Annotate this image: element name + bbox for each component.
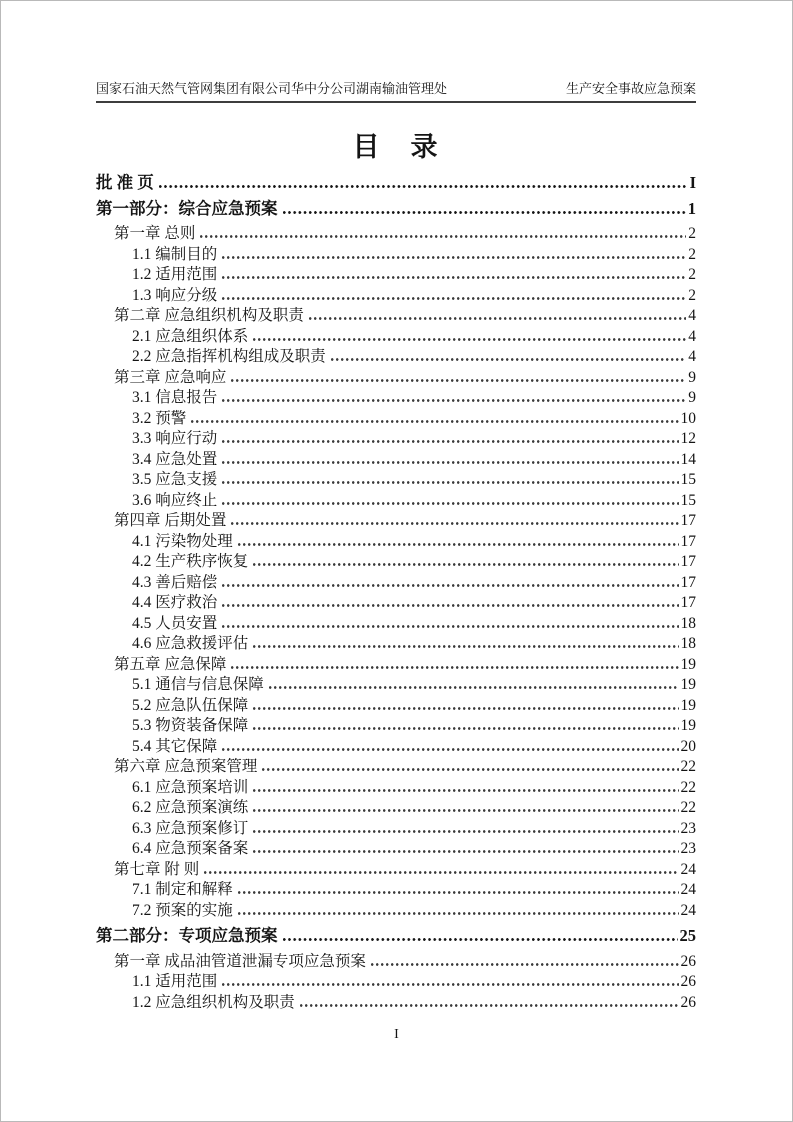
toc-entry-page-number: 9 bbox=[688, 368, 696, 386]
dot-leader bbox=[300, 1004, 679, 1007]
dot-leader bbox=[222, 440, 678, 443]
dot-leader bbox=[253, 830, 678, 833]
toc-entry-page-number: 26 bbox=[680, 952, 696, 970]
header-right-text: 生产安全事故应急预案 bbox=[565, 81, 696, 96]
toc-entry-label: 第一章 总则 bbox=[114, 225, 196, 242]
header-left-text: 国家石油天然气管网集团有限公司华中分公司湖南输油管理处 bbox=[96, 81, 448, 96]
toc-entry-label: 3.2 预警 bbox=[132, 409, 187, 427]
dot-leader bbox=[262, 768, 678, 771]
toc-entry bbox=[96, 819, 696, 840]
dot-leader bbox=[253, 563, 678, 566]
toc-entry bbox=[96, 265, 696, 286]
toc-entry bbox=[96, 675, 696, 696]
table-of-contents bbox=[96, 173, 696, 1013]
toc-entry-page-number: 23 bbox=[680, 819, 696, 837]
toc-entry-page-number: 19 bbox=[680, 655, 696, 673]
dot-leader bbox=[309, 317, 686, 320]
toc-entry bbox=[96, 696, 696, 717]
dot-leader bbox=[231, 666, 678, 669]
toc-entry bbox=[96, 952, 696, 973]
toc-entry-page-number: 22 bbox=[680, 799, 696, 816]
toc-entry-page-number: 2 bbox=[688, 286, 696, 304]
dot-leader bbox=[253, 645, 678, 648]
dot-leader bbox=[231, 379, 686, 382]
dot-leader bbox=[253, 789, 678, 792]
toc-entry-page-number: 2 bbox=[688, 266, 696, 283]
toc-entry-label: 3.6 响应终止 bbox=[132, 491, 218, 509]
toc-entry bbox=[96, 880, 696, 901]
page-header bbox=[96, 1, 696, 103]
toc-entry-label: 4.3 善后赔偿 bbox=[132, 573, 218, 591]
toc-entry-label: 6.4 应急预案备案 bbox=[132, 840, 249, 857]
dot-leader bbox=[222, 399, 686, 402]
toc-entry-label: 4.5 人员安置 bbox=[132, 614, 218, 632]
toc-entry-label: 第四章 后期处置 bbox=[114, 512, 227, 529]
toc-entry-label: 第一章 成品油管道泄漏专项应急预案 bbox=[114, 952, 366, 970]
toc-entry-label: 第二章 应急组织机构及职责 bbox=[114, 307, 304, 324]
toc-entry-label: 7.2 预案的实施 bbox=[132, 901, 233, 919]
toc-entry-page-number: 26 bbox=[680, 993, 696, 1011]
footer-page-number: I bbox=[394, 1027, 399, 1042]
toc-entry bbox=[96, 798, 696, 819]
dot-leader bbox=[222, 297, 686, 300]
toc-entry-label: 3.3 响应行动 bbox=[132, 430, 218, 447]
toc-entry-page-number: 12 bbox=[680, 430, 696, 447]
toc-entry-page-number: 22 bbox=[680, 778, 696, 796]
dot-leader bbox=[222, 481, 678, 484]
toc-entry-label: 批 准 页 bbox=[96, 173, 154, 192]
dot-leader bbox=[222, 625, 678, 628]
toc-entry bbox=[96, 716, 696, 737]
dot-leader bbox=[222, 748, 678, 751]
dot-leader bbox=[253, 727, 678, 730]
toc-entry-label: 6.2 应急预案演练 bbox=[132, 799, 249, 816]
toc-entry-page-number: 19 bbox=[680, 676, 696, 693]
toc-entry-label: 4.1 污染物处理 bbox=[132, 532, 233, 550]
toc-entry-label: 1.2 适用范围 bbox=[132, 266, 218, 283]
toc-entry-page-number: 17 bbox=[680, 594, 696, 611]
toc-entry-page-number: 24 bbox=[680, 860, 696, 878]
toc-entry-page-number: I bbox=[689, 173, 696, 192]
toc-entry-label: 6.3 应急预案修订 bbox=[132, 819, 249, 837]
dot-leader bbox=[269, 686, 679, 689]
toc-entry-label: 2.1 应急组织体系 bbox=[132, 327, 249, 345]
toc-entry-label: 1.2 应急组织机构及职责 bbox=[132, 993, 295, 1011]
toc-entry bbox=[96, 757, 696, 778]
toc-entry bbox=[96, 388, 696, 409]
toc-entry-label: 1.1 适用范围 bbox=[132, 973, 218, 990]
toc-entry-page-number: 4 bbox=[688, 348, 696, 365]
toc-entry bbox=[96, 655, 696, 676]
dot-leader bbox=[204, 871, 678, 874]
toc-entry-label: 第六章 应急预案管理 bbox=[114, 758, 258, 775]
toc-entry-label: 3.4 应急处置 bbox=[132, 450, 218, 468]
toc-entry-label: 5.2 应急队伍保障 bbox=[132, 696, 249, 714]
toc-entry bbox=[96, 245, 696, 266]
toc-entry bbox=[96, 199, 696, 220]
dot-leader bbox=[222, 276, 686, 279]
toc-entry-label: 第五章 应急保障 bbox=[114, 655, 227, 673]
toc-entry-label: 5.4 其它保障 bbox=[132, 737, 218, 755]
toc-entry-page-number: 14 bbox=[680, 450, 696, 468]
toc-entry bbox=[96, 972, 696, 993]
toc-entry-label: 1.3 响应分级 bbox=[132, 286, 218, 304]
toc-entry-label: 1.1 编制目的 bbox=[132, 245, 218, 263]
toc-entry-label: 4.6 应急救援评估 bbox=[132, 635, 249, 652]
dot-leader bbox=[253, 809, 678, 812]
toc-entry-label: 4.2 生产秩序恢复 bbox=[132, 553, 249, 570]
dot-leader bbox=[222, 461, 678, 464]
dot-leader bbox=[200, 235, 686, 238]
toc-entry-page-number: 17 bbox=[680, 553, 696, 570]
toc-entry-page-number: 4 bbox=[688, 327, 696, 345]
toc-entry bbox=[96, 532, 696, 553]
toc-entry-label: 6.1 应急预案培训 bbox=[132, 778, 249, 796]
toc-entry-page-number: 19 bbox=[680, 696, 696, 714]
toc-entry bbox=[96, 409, 696, 430]
toc-entry-page-number: 24 bbox=[680, 901, 696, 919]
toc-entry bbox=[96, 614, 696, 635]
toc-entry bbox=[96, 573, 696, 594]
toc-entry bbox=[96, 593, 696, 614]
dot-leader bbox=[253, 707, 678, 710]
toc-entry bbox=[96, 470, 696, 491]
toc-entry bbox=[96, 993, 696, 1014]
dot-leader bbox=[331, 358, 686, 361]
toc-entry bbox=[96, 511, 696, 532]
toc-entry-page-number: 2 bbox=[688, 245, 696, 263]
toc-entry bbox=[96, 306, 696, 327]
dot-leader bbox=[222, 604, 678, 607]
toc-entry-page-number: 25 bbox=[679, 926, 696, 945]
dot-leader bbox=[238, 912, 679, 915]
toc-entry-page-number: 15 bbox=[680, 471, 696, 488]
toc-entry-page-number: 2 bbox=[688, 225, 696, 242]
toc-entry-page-number: 15 bbox=[680, 491, 696, 509]
toc-entry-label: 5.1 通信与信息保障 bbox=[132, 676, 264, 693]
toc-entry-page-number: 19 bbox=[680, 717, 696, 734]
toc-entry-page-number: 9 bbox=[688, 389, 696, 406]
toc-entry bbox=[96, 901, 696, 922]
dot-leader bbox=[283, 938, 678, 941]
dot-leader bbox=[191, 420, 678, 423]
toc-entry-page-number: 26 bbox=[680, 973, 696, 990]
toc-entry-label: 3.5 应急支援 bbox=[132, 471, 218, 488]
dot-leader bbox=[222, 584, 678, 587]
toc-entry-label: 3.1 信息报告 bbox=[132, 389, 218, 406]
toc-entry bbox=[96, 860, 696, 881]
toc-entry bbox=[96, 491, 696, 512]
dot-leader bbox=[253, 338, 686, 341]
toc-entry bbox=[96, 368, 696, 389]
toc-entry bbox=[96, 634, 696, 655]
dot-leader bbox=[238, 891, 679, 894]
toc-entry-page-number: 10 bbox=[680, 409, 696, 427]
toc-entry-page-number: 22 bbox=[680, 758, 696, 775]
toc-entry-label: 5.3 物资装备保障 bbox=[132, 717, 249, 734]
toc-entry bbox=[96, 926, 696, 947]
toc-entry-page-number: 18 bbox=[680, 614, 696, 632]
toc-entry-label: 第二部分：专项应急预案 bbox=[96, 926, 278, 945]
toc-entry-label: 第七章 附 则 bbox=[114, 860, 200, 878]
dot-leader bbox=[283, 211, 686, 214]
toc-entry bbox=[96, 839, 696, 860]
dot-leader bbox=[231, 522, 678, 525]
dot-leader bbox=[238, 543, 679, 546]
toc-entry bbox=[96, 173, 696, 194]
toc-entry bbox=[96, 450, 696, 471]
dot-leader bbox=[222, 983, 678, 986]
toc-entry-label: 4.4 医疗救治 bbox=[132, 594, 218, 611]
dot-leader bbox=[222, 256, 686, 259]
toc-entry-page-number: 17 bbox=[680, 532, 696, 550]
toc-entry-page-number: 17 bbox=[680, 573, 696, 591]
toc-entry bbox=[96, 327, 696, 348]
toc-entry bbox=[96, 347, 696, 368]
dot-leader bbox=[253, 850, 678, 853]
toc-entry-label: 7.1 制定和解释 bbox=[132, 881, 233, 898]
toc-entry bbox=[96, 429, 696, 450]
toc-entry-page-number: 1 bbox=[687, 198, 696, 218]
dot-leader bbox=[222, 502, 678, 505]
toc-entry-label: 第三章 应急响应 bbox=[114, 368, 227, 386]
toc-entry-page-number: 18 bbox=[680, 635, 696, 652]
toc-entry-page-number: 20 bbox=[680, 737, 696, 755]
toc-entry bbox=[96, 737, 696, 758]
toc-entry-label: 第一部分：综合应急预案 bbox=[96, 198, 278, 218]
toc-entry bbox=[96, 552, 696, 573]
toc-entry-label: 2.2 应急指挥机构组成及职责 bbox=[132, 348, 326, 365]
toc-entry bbox=[96, 286, 696, 307]
toc-entry bbox=[96, 224, 696, 245]
toc-entry-page-number: 24 bbox=[680, 881, 696, 898]
page-title: 目 录 bbox=[352, 132, 440, 162]
toc-entry bbox=[96, 778, 696, 799]
toc-entry-page-number: 17 bbox=[680, 512, 696, 529]
toc-entry-page-number: 23 bbox=[680, 840, 696, 857]
dot-leader bbox=[371, 963, 679, 966]
dot-leader bbox=[159, 185, 688, 188]
toc-entry-page-number: 4 bbox=[688, 307, 696, 324]
